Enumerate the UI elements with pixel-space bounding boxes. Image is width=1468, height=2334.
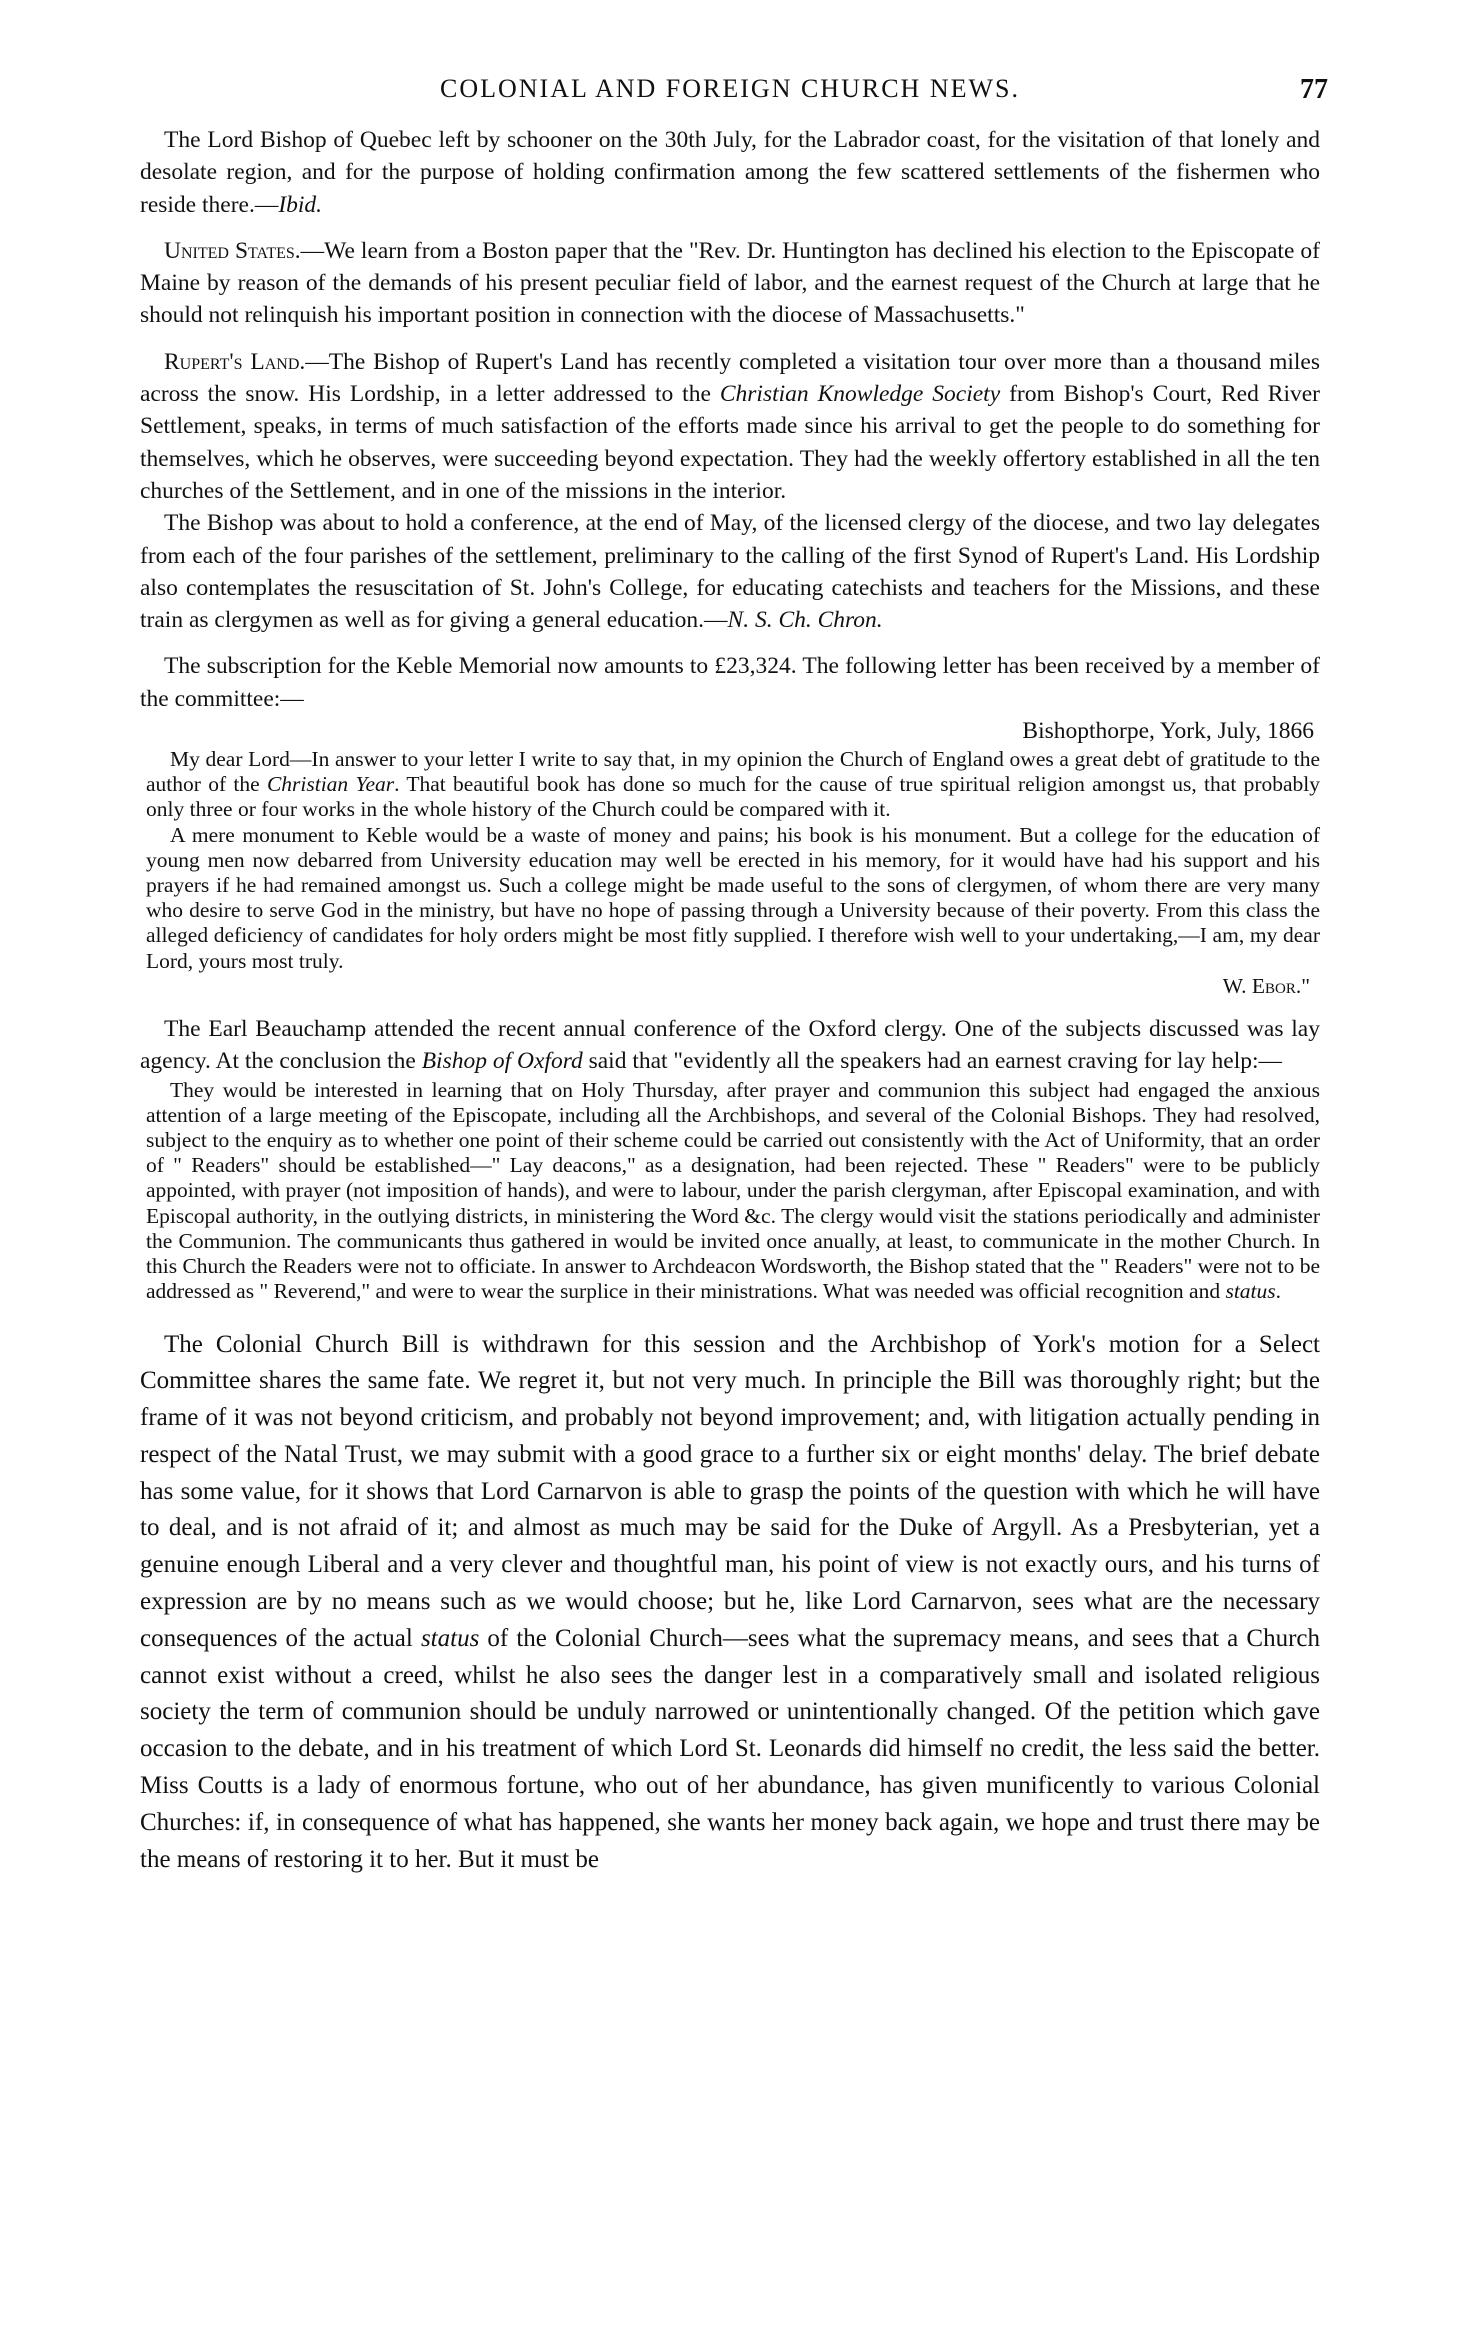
- ruperts-land-text-1: —The Bishop of Rupert's Land has recently completed a visitation tour over more than a thousand miles across the snow. His Lordship, in a letter addressed to the: [140, 348, 1320, 408]
- oxford-intro-1: The Earl Beauchamp attended the recent annual conference of the Oxford clergy. One of the subjects discussed was lay agency. At the conclusion the: [140, 1016, 1320, 1075]
- ruperts-land-society: Christian Knowledge Society: [719, 381, 1001, 408]
- colonial-bill-paragraph: [140, 1327, 1320, 1879]
- united-states-heading: United States.: [164, 237, 301, 264]
- letter-paragraph-1: [146, 747, 1320, 823]
- letter-p1-b: . That beautiful book has done so much for the cause of true spiritual religion amongst us, that probably only three or four works in the whole history of the Church could be compared with it.: [146, 772, 1320, 822]
- quebec-paragraph: [140, 124, 1320, 221]
- ruperts-land-source: N. S. Ch. Chron.: [727, 607, 883, 634]
- ruperts-land-paragraph: [140, 346, 1320, 507]
- united-states-text: —We learn from a Boston paper that the "Rev. Dr. Huntington has declined his election to the Episcopate of Maine by reason of the demands of his present peculiar field of labor, and the earnest request of the Church at large that he should not relinquish his important position in connection with the diocese of Massachusetts.": [140, 237, 1320, 329]
- letter-paragraph-2: [146, 823, 1320, 974]
- united-states-paragraph: [140, 235, 1320, 332]
- letter-signature: W. Ebor.": [1222, 973, 1310, 998]
- letter-p2: A mere monument to Keble would be a waste of money and pains; his book is his monument. But a college for the education of young men now debarred from University education may well be erected in his memory, for it would have had his support and his prayers if he had remained amongst us. Such a college might be made useful to the sons of clergymen, of whom there are very many who desire to serve God in the ministry, but have no hope of passing through a University because of their poverty. From this class the alleged deficiency of candidates for holy orders might be most fitly supplied. I therefore wish well to your undertaking,—I am, my dear Lord, yours most truly.: [146, 822, 1320, 973]
- colonial-bill-text-b: of the Colonial Church—sees what the supremacy means, and sees that a Church cannot exist without a creed, whilst he also sees the danger lest in a comparatively small and isolated religious society the term of communion should be unduly narrowed or unintentionally changed. Of the petition which gave occasion to the debate, and in his treatment of which Lord St. Leonards did himself no credit, the less said the better. Miss Coutts is a lady of enormous fortune, who out of her abundance, has given munificently to various Colonial Churches: if, in consequence of what has happened, she wants her money back again, we hope and trust there may be the means of restoring it to her. But it must be: [140, 1624, 1320, 1873]
- letter-dateline: Bishopthorpe, York, July, 1866: [1022, 718, 1314, 745]
- ruperts-land-para2-text: The Bishop was about to hold a conference, at the end of May, of the licensed clergy of the diocese, and two lay delegates from each of the four parishes of the settlement, preliminary to the calling of the first Synod of Rupert's Land. His Lordship also contemplates the resuscitation of St. John's College, for educating catechists and teachers for the Missions, and these train as clergymen as well as for giving a general education.—: [140, 510, 1320, 634]
- quebec-source: Ibid.: [278, 191, 323, 218]
- page: [140, 74, 1328, 1878]
- letter-book-title: Christian Year: [266, 772, 395, 797]
- ruperts-land-heading: Rupert's Land.: [164, 348, 306, 375]
- colonial-bill-status: status: [420, 1624, 480, 1652]
- running-head: [140, 74, 1328, 124]
- oxford-quote-text: They would be interested in learning that on Holy Thursday, after prayer and communion this subject had engaged the anxious attention of a large meeting of the Episcopate, including all the Archbishops, and several of the Colonial Bishops. They had resolved, subject to the enquiry as to whether one point of their scheme could be carried out consistently with the Act of Uniformity, that an order of " Readers" should be established—" Lay deacons," as a designation, had been rejected. These " Readers" were to be publicly appointed, with prayer (not imposition of hands), and were to labour, under the parish clergyman, after Episcopal examination, and with Episcopal authority, in the outlying districts, in ministering the Word &c. The clergy would visit the stations periodically and administer the Communion. The communicants thus gathered in would be invited once anually, at least, to communicate in the mother Church. In this Church the Readers were not to officiate. In answer to Archdeacon Wordsworth, the Bishop stated that the " Readers" were not to be addressed as " Reverend," and were to wear the surplice in their ministrations. What was needed was official recognition and: [146, 1077, 1320, 1304]
- oxford-quote-status: status: [1225, 1279, 1276, 1304]
- oxford-bishop: Bishop of Oxford: [421, 1048, 583, 1075]
- oxford-quote-paragraph: [146, 1078, 1320, 1305]
- quebec-text: The Lord Bishop of Quebec left by schooner on the 30th July, for the Labrador coast, for the visitation of that lonely and desolate region, and for the purpose of holding confirmation among the few scattered settlements of the fishermen who reside there.—: [140, 127, 1320, 218]
- oxford-intro-2: said that "evidently all the speakers had an earnest craving for lay help:—: [582, 1048, 1283, 1075]
- oxford-quote: [146, 1078, 1320, 1305]
- keble-letter: [146, 747, 1320, 999]
- running-title: COLONIAL AND FOREIGN CHURCH NEWS.: [440, 74, 1020, 103]
- page-number: 77: [1300, 74, 1328, 105]
- oxford-intro: [140, 1013, 1320, 1078]
- oxford-quote-end: .: [1275, 1279, 1282, 1304]
- letter-p1-a: My dear Lord—In answer to your letter I write to say that, in my opinion the Church of England owes a great debt of gratitude to the author of the: [146, 747, 1320, 797]
- keble-intro: The subscription for the Keble Memorial now amounts to £23,324. The following letter has been received by a member of the committee:—: [140, 653, 1320, 712]
- ruperts-land-paragraph-2: [140, 507, 1320, 636]
- colonial-bill-text-a: The Colonial Church Bill is withdrawn for this session and the Archbishop of York's motion for a Select Committee shares the same fate. We regret it, but not very much. In principle the Bill was thoroughly right; but the frame of it was not beyond criticism, and probably not beyond improvement; and, with litigation actually pending in respect of the Natal Trust, we may submit with a good grace to a further six or eight months' delay. The brief debate has some value, for it shows that Lord Carnarvon is able to grasp the points of the question with which he will have to deal, and is not afraid of it; and almost as much may be said for the Duke of Argyll. As a Presbyterian, yet a genuine enough Liberal and a very clever and thoughtful man, his point of view is not exactly ours, and his turns of expression are by no means such as we would choose; but he, like Lord Carnarvon, sees what are the necessary consequences of the actual: [140, 1330, 1320, 1652]
- ruperts-land-text-2: from Bishop's Court, Red River Settlement, speaks, in terms of much satisfaction of the efforts made since his arrival to get the people to do something for themselves, which he observes, were succeeding beyond expectation. They had the weekly offertory established in all the ten churches of the Settlement, and in one of the missions in the interior.: [140, 381, 1321, 504]
- letter-signature-row: [146, 974, 1320, 999]
